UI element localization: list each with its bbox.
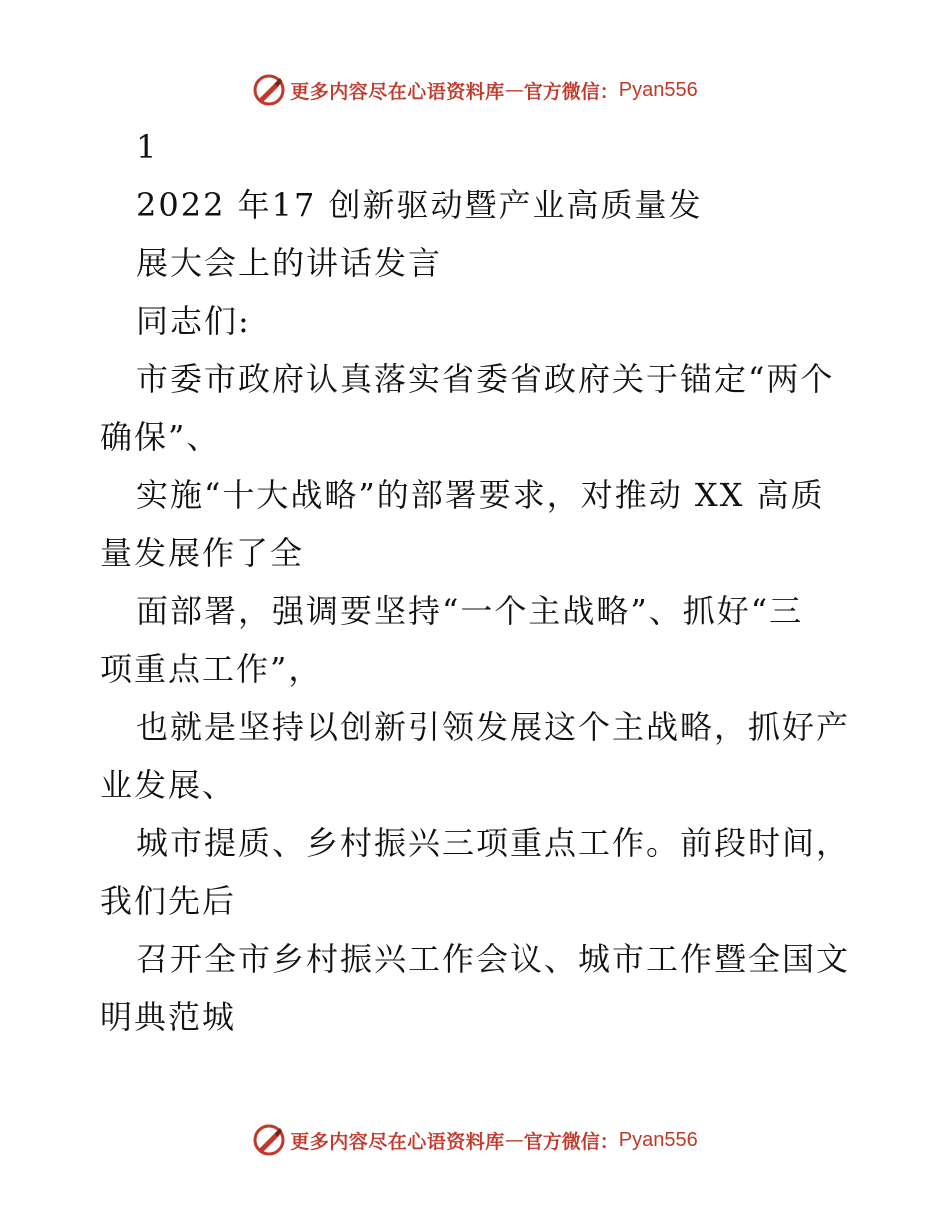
- paragraph-line: 面部署，强调要坚持“一个主战略”、抓好“三: [136, 592, 804, 630]
- paragraph-line: 也就是坚持以创新引领发展这个主战略，抓好产: [136, 708, 851, 746]
- paragraph-line: 确保”、: [100, 418, 221, 456]
- watermark-header: [0, 70, 950, 110]
- watermark-separator: —: [504, 1129, 524, 1151]
- paragraph-line: 市委市政府认真落实省委省政府关于锚定“两个: [136, 360, 835, 398]
- paragraph-line: 量发展作了全: [100, 534, 305, 572]
- paragraph-line: 项重点工作”，: [100, 650, 323, 688]
- document-body: [100, 118, 860, 1046]
- paragraph-line: 城市提质、乡村振兴三项重点工作。前段时间，: [136, 824, 851, 862]
- title-line-1: 2022 年17 创新驱动暨产业高质量发: [136, 186, 703, 224]
- paragraph-line: 实施“十大战略”的部署要求，对推动 XX 高质: [136, 476, 825, 514]
- pen-logo-icon: [252, 73, 286, 107]
- watermark-footer: [0, 1120, 950, 1160]
- paragraph-line: 召开全市乡村振兴工作会议、城市工作暨全国文: [136, 940, 851, 978]
- page-number-line: 1: [136, 128, 159, 166]
- watermark-wechat-label: 官方微信：: [523, 80, 619, 103]
- watermark-separator: —: [504, 79, 524, 101]
- watermark-wechat-id: Pyan556: [618, 1128, 698, 1151]
- salutation: 同志们:: [136, 302, 251, 340]
- watermark-main-text: 更多内容尽在心语资料库: [290, 1130, 505, 1153]
- watermark-wechat-label: 官方微信：: [523, 1130, 619, 1153]
- pen-logo-icon: [252, 1123, 286, 1157]
- paragraph-line: 明典范城: [100, 998, 237, 1036]
- watermark-main-text: 更多内容尽在心语资料库: [290, 80, 505, 103]
- paragraph-line: 我们先后: [100, 882, 237, 920]
- watermark-wechat-id: Pyan556: [618, 78, 698, 101]
- title-line-2: 展大会上的讲话发言: [136, 244, 443, 282]
- paragraph-line: 业发展、: [100, 766, 237, 804]
